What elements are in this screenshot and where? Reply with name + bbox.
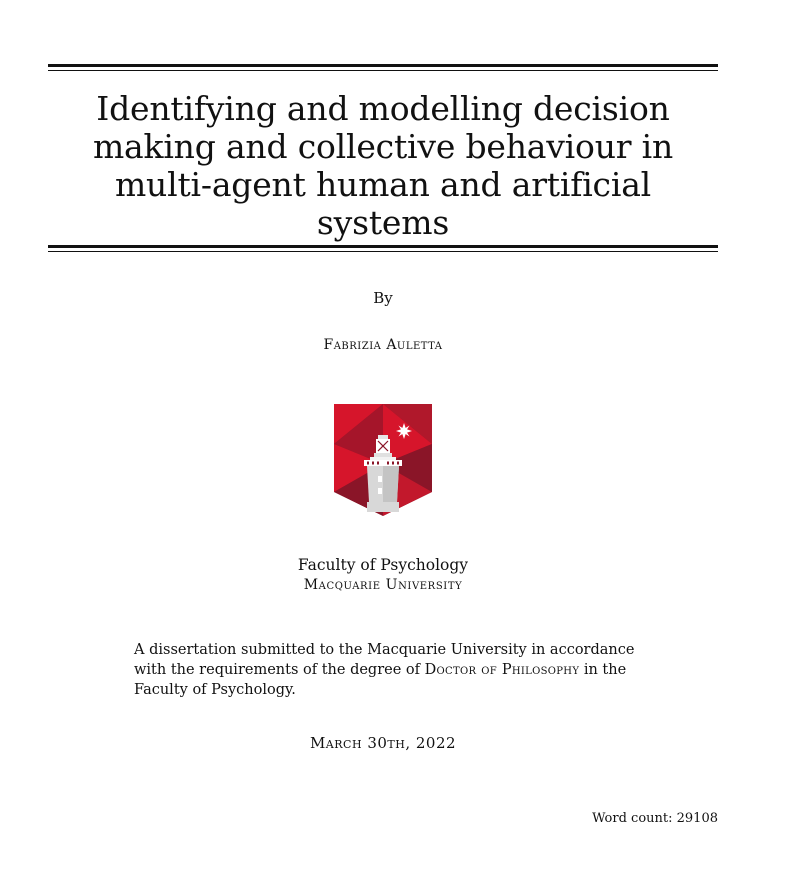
university-name: Macquarie University <box>303 577 463 593</box>
word-count: Word count: 29108 <box>592 811 718 826</box>
submission-date: March 30th, 2022 <box>309 734 457 752</box>
faculty-name: Faculty of Psychology <box>297 556 469 574</box>
author-name: Fabrizia Auletta <box>323 337 443 353</box>
statement-text-part2: in the Faculty of Psychology. <box>134 662 627 698</box>
macquarie-lighthouse-crest-icon <box>334 404 432 516</box>
by-label: By <box>373 289 393 307</box>
bottom-double-rule <box>48 245 718 252</box>
top-double-rule <box>48 64 718 71</box>
thesis-title: Identifying and modelling decision making and collective behaviour in multi-agent human and artificial systems <box>92 89 674 242</box>
degree-name: Doctor of Philosophy <box>424 662 580 678</box>
dissertation-statement <box>134 640 654 700</box>
statement-text-part1: A dissertation submitted to the Macquarie University in accordance with the requirements of the degree of <box>134 642 635 678</box>
